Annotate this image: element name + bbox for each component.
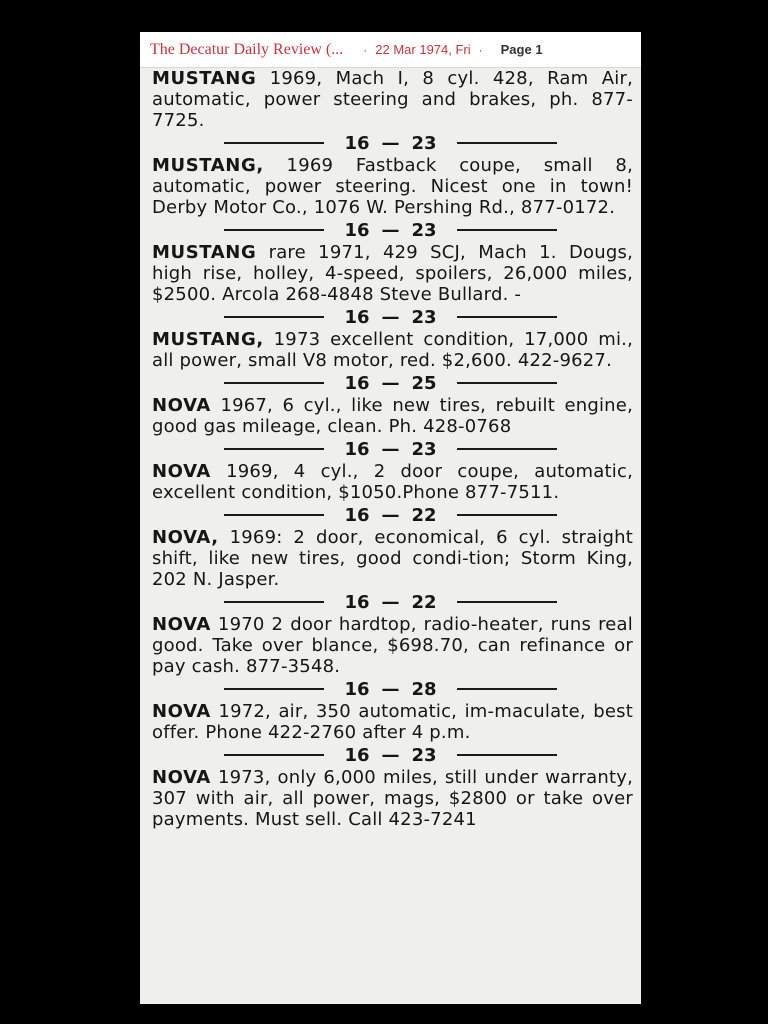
ad-code: 22 bbox=[411, 591, 437, 613]
divider-rule bbox=[457, 316, 557, 318]
ad-body: 1970 2 door hardtop, radio-heater, runs real good. Take over blance, $698.70, can refinance or pay cash. 877-3548. bbox=[152, 614, 633, 677]
ad-code: 16 bbox=[344, 132, 370, 154]
ad-code: 22 bbox=[411, 504, 437, 526]
divider-rule bbox=[457, 229, 557, 231]
publication-title[interactable]: The Decatur Daily Review (... bbox=[150, 40, 344, 58]
ad-body: 1969: 2 door, economical, 6 cyl. straight shift, like new tires, good condi-tion; Storm King, 202 N. Jasper. bbox=[152, 527, 633, 590]
ad-body: 1972, air, 350 automatic, im-maculate, best offer. Phone 422-2760 after 4 p.m. bbox=[152, 701, 633, 743]
ad-code-dash: — bbox=[381, 591, 400, 613]
ad-code-dash: — bbox=[381, 372, 400, 394]
ad-divider bbox=[140, 305, 641, 329]
divider-rule bbox=[224, 382, 324, 384]
ad-code-dash: — bbox=[381, 744, 400, 766]
ad-body: 1969, 4 cyl., 2 door coupe, automatic, excellent condition, $1050.Phone 877-7511. bbox=[152, 461, 633, 503]
ad-code: 16 bbox=[344, 438, 370, 460]
ad-code: 16 bbox=[344, 372, 370, 394]
header-separator: · bbox=[478, 42, 483, 57]
ad-code-dash: — bbox=[381, 306, 400, 328]
page-number[interactable]: Page 1 bbox=[500, 42, 543, 57]
classified-ad bbox=[140, 155, 641, 218]
ad-heading: NOVA bbox=[152, 461, 211, 482]
divider-rule bbox=[457, 382, 557, 384]
ad-heading: MUSTANG, bbox=[152, 329, 264, 350]
ad-code: 25 bbox=[411, 372, 437, 394]
ad-body: 1969 Fastback coupe, small 8, automatic, power steering. Nicest one in town! Derby Motor Co., 1076 W. Pershing Rd., 877-0172. bbox=[152, 155, 633, 218]
classified-ad bbox=[140, 767, 641, 830]
ad-code: 16 bbox=[344, 678, 370, 700]
divider-rule bbox=[224, 229, 324, 231]
classified-ad bbox=[140, 461, 641, 503]
ad-code: 16 bbox=[344, 504, 370, 526]
divider-rule bbox=[457, 514, 557, 516]
ad-heading: NOVA bbox=[152, 701, 211, 722]
divider-rule bbox=[224, 448, 324, 450]
ad-code: 23 bbox=[411, 438, 437, 460]
divider-rule bbox=[224, 754, 324, 756]
classified-ad bbox=[140, 242, 641, 305]
header-separator: · bbox=[363, 42, 368, 57]
ad-code-dash: — bbox=[381, 504, 400, 526]
divider-rule bbox=[457, 754, 557, 756]
newspaper-viewer[interactable] bbox=[140, 32, 641, 1004]
ad-divider bbox=[140, 677, 641, 701]
divider-rule bbox=[224, 142, 324, 144]
ad-divider bbox=[140, 371, 641, 395]
ad-body: 1967, 6 cyl., like new tires, rebuilt engine, good gas mileage, clean. Ph. 428-0768 bbox=[152, 395, 633, 437]
ad-code: 16 bbox=[344, 591, 370, 613]
classified-ad bbox=[140, 701, 641, 743]
ad-code: 23 bbox=[411, 306, 437, 328]
divider-rule bbox=[457, 688, 557, 690]
ad-divider bbox=[140, 743, 641, 767]
classified-ad bbox=[140, 329, 641, 371]
divider-rule bbox=[224, 316, 324, 318]
ad-body: 1969, Mach I, 8 cyl. 428, Ram Air, automatic, power steering and brakes, ph. 877-7725. bbox=[152, 68, 633, 131]
ad-code: 16 bbox=[344, 219, 370, 241]
ad-heading: NOVA bbox=[152, 767, 211, 788]
divider-rule bbox=[224, 688, 324, 690]
ad-code: 23 bbox=[411, 132, 437, 154]
ad-heading: NOVA bbox=[152, 395, 211, 416]
divider-rule bbox=[457, 601, 557, 603]
ad-divider bbox=[140, 131, 641, 155]
divider-rule bbox=[224, 514, 324, 516]
ad-code: 28 bbox=[411, 678, 437, 700]
ad-code: 16 bbox=[344, 744, 370, 766]
classified-ad bbox=[140, 68, 641, 131]
divider-rule bbox=[224, 601, 324, 603]
ad-heading: MUSTANG bbox=[152, 68, 257, 89]
ad-code-dash: — bbox=[381, 438, 400, 460]
ad-body: rare 1971, 429 SCJ, Mach 1. Dougs, high rise, holley, 4-speed, spoilers, 26,000 miles, $2500. Arcola 268-4848 Steve Bullard. - bbox=[152, 242, 633, 305]
ad-divider bbox=[140, 218, 641, 242]
issue-date[interactable]: 22 Mar 1974, Fri bbox=[375, 42, 471, 57]
ad-heading: NOVA, bbox=[152, 527, 219, 548]
ad-divider bbox=[140, 437, 641, 461]
ad-body: 1973 excellent condition, 17,000 mi., all power, small V8 motor, red. $2,600. 422-9627. bbox=[152, 329, 633, 371]
divider-rule bbox=[457, 448, 557, 450]
ad-body: 1973, only 6,000 miles, still under warranty, 307 with air, all power, mags, $2800 or take over payments. Must sell. Call 423-7241 bbox=[152, 767, 633, 830]
ad-code: 16 bbox=[344, 306, 370, 328]
newspaper-clipping bbox=[140, 68, 641, 1004]
ad-code-dash: — bbox=[381, 219, 400, 241]
classified-ad bbox=[140, 614, 641, 677]
classified-ad bbox=[140, 527, 641, 590]
ad-divider bbox=[140, 590, 641, 614]
viewer-header bbox=[140, 32, 641, 68]
divider-rule bbox=[457, 142, 557, 144]
ad-divider bbox=[140, 503, 641, 527]
ad-heading: NOVA bbox=[152, 614, 211, 635]
ad-code: 23 bbox=[411, 744, 437, 766]
ad-heading: MUSTANG, bbox=[152, 155, 264, 176]
classified-ad bbox=[140, 395, 641, 437]
ad-code-dash: — bbox=[381, 678, 400, 700]
ad-heading: MUSTANG bbox=[152, 242, 257, 263]
ad-code: 23 bbox=[411, 219, 437, 241]
ad-code-dash: — bbox=[381, 132, 400, 154]
